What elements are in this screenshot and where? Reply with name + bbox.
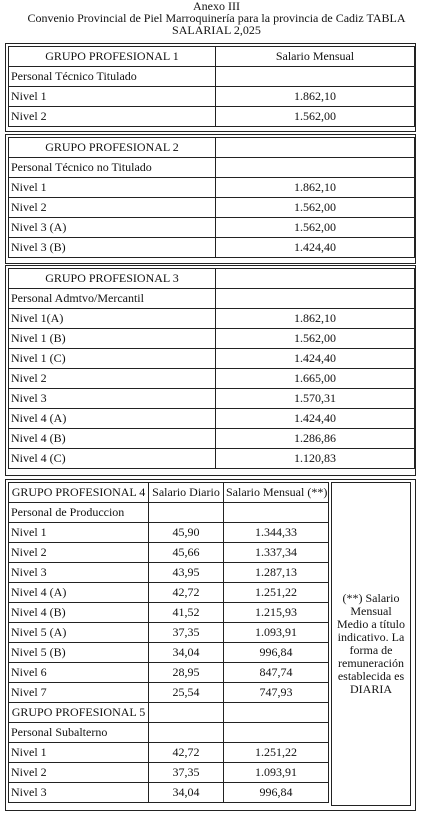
monthly-salary-header: Salario Mensual (216, 47, 415, 67)
monthly-salary-value: 1.562,00 (216, 198, 415, 218)
daily-salary-value: 34,04 (149, 783, 224, 803)
monthly-salary-value: 1.862,10 (216, 178, 415, 198)
table-row (9, 523, 329, 543)
empty-cell (224, 723, 329, 743)
table-row (9, 309, 415, 329)
document-subtitle: SALARIAL 2,025 (172, 23, 261, 37)
monthly-salary-value: 847,74 (224, 663, 329, 683)
daily-salary-value: 42,72 (149, 583, 224, 603)
level-label: Nivel 1 (B) (9, 329, 216, 349)
monthly-salary-value: 1.093,91 (224, 763, 329, 783)
group-2-rows (9, 178, 415, 258)
monthly-salary-value: 1.562,00 (216, 329, 415, 349)
monthly-salary-value: 1.665,00 (216, 369, 415, 389)
table-row (9, 783, 329, 803)
monthly-salary-value: 1.120,83 (216, 449, 415, 469)
group-3-table (8, 268, 415, 469)
monthly-salary-value: 1.337,34 (224, 543, 329, 563)
monthly-salary-value: 1.286,86 (216, 429, 415, 449)
daily-salary-value: 34,04 (149, 643, 224, 663)
table-row (9, 623, 329, 643)
group-1-table (8, 46, 415, 127)
table-row (9, 583, 329, 603)
table-row (9, 107, 415, 127)
daily-salary-value: 25,54 (149, 683, 224, 703)
table-row (9, 389, 415, 409)
monthly-salary-value: 1.344,33 (224, 523, 329, 543)
table-row (9, 429, 415, 449)
monthly-salary-value: 1.862,10 (216, 87, 415, 107)
group-3-rows (9, 309, 415, 469)
level-label: Nivel 1 (9, 178, 216, 198)
level-label: Nivel 1(A) (9, 309, 216, 329)
monthly-salary-value: 1.862,10 (216, 309, 415, 329)
level-label: Nivel 4 (A) (9, 583, 149, 603)
monthly-salary-value: 1.424,40 (216, 238, 415, 258)
level-label: Nivel 4 (B) (9, 603, 149, 623)
table-row (9, 329, 415, 349)
level-label: Nivel 3 (9, 389, 216, 409)
table-row (9, 369, 415, 389)
monthly-salary-value: 1.093,91 (224, 623, 329, 643)
group-3-title: GRUPO PROFESIONAL 3 (9, 269, 216, 289)
level-label: Nivel 2 (9, 763, 149, 783)
group-2-table (8, 137, 415, 258)
level-label: Nivel 3 (A) (9, 218, 216, 238)
salary-note-text: (**) Salario Mensual Medio a título indicativo. La forma de remuneración establecida es DIARIA (337, 591, 405, 696)
level-label: Nivel 6 (9, 663, 149, 683)
group-3-subheader-row (9, 289, 415, 309)
group-3-category: Personal Admtvo/Mercantil (9, 289, 216, 309)
level-label: Nivel 1 (9, 743, 149, 763)
table-row (9, 643, 329, 663)
group-1-subheader-row (9, 67, 415, 87)
level-label: Nivel 5 (B) (9, 643, 149, 663)
group-1-header-row (9, 47, 415, 67)
group-5-title: GRUPO PROFESIONAL 5 (9, 703, 149, 723)
table-row (9, 238, 415, 258)
empty-cell (224, 503, 329, 523)
level-label: Nivel 4 (C) (9, 449, 216, 469)
daily-salary-value: 37,35 (149, 763, 224, 783)
document-title: Convenio Provincial de Piel Marroquinería para la provincia de Cadiz TABLA (27, 11, 406, 25)
monthly-salary-value: 1.251,22 (224, 743, 329, 763)
table-row (9, 349, 415, 369)
empty-cell (216, 269, 415, 289)
level-label: Nivel 2 (9, 107, 216, 127)
level-label: Nivel 3 (B) (9, 238, 216, 258)
group-3-header-row (9, 269, 415, 289)
monthly-salary-value: 1.424,40 (216, 349, 415, 369)
table-row (9, 503, 329, 523)
empty-cell (149, 723, 224, 743)
table-row (9, 603, 329, 623)
empty-cell (216, 67, 415, 87)
empty-cell (224, 703, 329, 723)
annex-title: Anexo III (193, 0, 240, 13)
level-label: Nivel 3 (9, 563, 149, 583)
table-row (9, 218, 415, 238)
level-label: Nivel 7 (9, 683, 149, 703)
group-5-category: Personal Subalterno (9, 723, 149, 743)
monthly-salary-value: 1.424,40 (216, 409, 415, 429)
group-1-rows (9, 87, 415, 127)
table-row (9, 743, 329, 763)
table-row (9, 409, 415, 429)
table-row (9, 683, 329, 703)
monthly-salary-value: 996,84 (224, 783, 329, 803)
table-row (9, 723, 329, 743)
level-label: Nivel 4 (A) (9, 409, 216, 429)
table-row (9, 763, 329, 783)
group-2-subheader-row (9, 158, 415, 178)
level-label: Nivel 5 (A) (9, 623, 149, 643)
table-row (9, 703, 329, 723)
daily-salary-value: 37,35 (149, 623, 224, 643)
table-row (9, 449, 415, 469)
daily-salary-value: 43,95 (149, 563, 224, 583)
group-2-title: GRUPO PROFESIONAL 2 (9, 138, 216, 158)
daily-salary-value: 42,72 (149, 743, 224, 763)
monthly-salary-value: 1.287,13 (224, 563, 329, 583)
group-2-category: Personal Técnico no Titulado (9, 158, 216, 178)
level-label: Nivel 1 (9, 87, 216, 107)
group-4-5-table (8, 482, 329, 803)
group-1-category: Personal Técnico Titulado (9, 67, 216, 87)
level-label: Nivel 3 (9, 783, 149, 803)
table-row (9, 563, 329, 583)
empty-cell (216, 289, 415, 309)
level-label: Nivel 4 (B) (9, 429, 216, 449)
monthly-salary-value: 1.251,22 (224, 583, 329, 603)
level-label: Nivel 1 (9, 523, 149, 543)
group-2-header-row (9, 138, 415, 158)
level-label: Nivel 2 (9, 369, 216, 389)
monthly-salary-value: 1.215,93 (224, 603, 329, 623)
table-row (9, 198, 415, 218)
empty-cell (149, 703, 224, 723)
group-4-5-rows (9, 483, 329, 803)
group-4-title: GRUPO PROFESIONAL 4 (9, 483, 149, 503)
group-1-title: GRUPO PROFESIONAL 1 (9, 47, 216, 67)
monthly-salary-value: 1.562,00 (216, 107, 415, 127)
daily-salary-value: 28,95 (149, 663, 224, 683)
monthly-salary-value: 1.562,00 (216, 218, 415, 238)
salary-note (331, 482, 411, 806)
empty-cell (216, 158, 415, 178)
daily-salary-value: 45,90 (149, 523, 224, 543)
level-label: Nivel 2 (9, 198, 216, 218)
table-row (9, 87, 415, 107)
monthly-salary-header: Salario Mensual (**) (224, 483, 329, 503)
table-row (9, 543, 329, 563)
level-label: Nivel 2 (9, 543, 149, 563)
level-label: Nivel 1 (C) (9, 349, 216, 369)
monthly-salary-value: 996,84 (224, 643, 329, 663)
table-row (9, 483, 329, 503)
daily-salary-header: Salario Diario (149, 483, 224, 503)
monthly-salary-value: 747,93 (224, 683, 329, 703)
empty-cell (149, 503, 224, 523)
empty-cell (216, 138, 415, 158)
group-4-category: Personal de Produccion (9, 503, 149, 523)
table-row (9, 663, 329, 683)
daily-salary-value: 45,66 (149, 543, 224, 563)
monthly-salary-value: 1.570,31 (216, 389, 415, 409)
table-row (9, 178, 415, 198)
daily-salary-value: 41,52 (149, 603, 224, 623)
